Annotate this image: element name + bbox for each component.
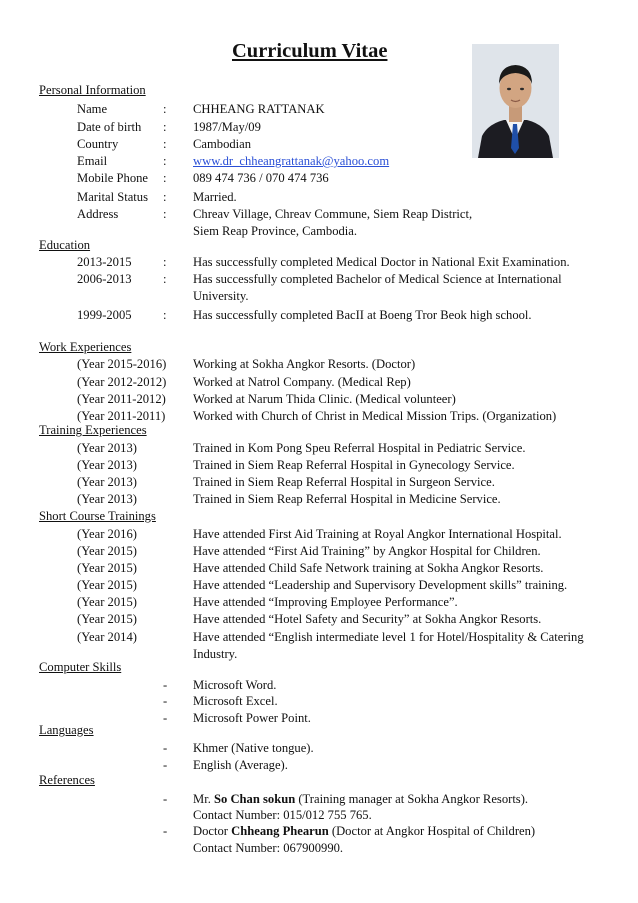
work-text: Worked at Natrol Company. (Medical Rep) xyxy=(193,375,411,389)
course-text: Have attended “Leadership and Supervisory Development skills” training. xyxy=(193,578,568,592)
section-references: References xyxy=(39,773,95,787)
course-text: Have attended “Hotel Safety and Security” at Sokha Angkor Resorts. xyxy=(193,612,542,626)
separator: : xyxy=(163,102,167,116)
language-item: Khmer (Native tongue). xyxy=(193,741,314,755)
education-year: 1999-2005 xyxy=(77,308,132,322)
document-title: Curriculum Vitae xyxy=(232,40,388,62)
course-year: (Year 2015) xyxy=(77,612,137,626)
training-text: Trained in Siem Reap Referral Hospital in Medicine Service. xyxy=(193,492,501,506)
label-name: Name xyxy=(77,102,108,116)
work-text: Worked at Narum Thida Clinic. (Medical volunteer) xyxy=(193,392,456,406)
course-text: Have attended First Aid Training at Royal Angkor International Hospital. xyxy=(193,527,562,541)
value-mobile-phone: 089 474 736 / 070 474 736 xyxy=(193,171,329,185)
separator: : xyxy=(163,272,167,286)
course-year: (Year 2016) xyxy=(77,527,137,541)
work-year: (Year 2015-2016) xyxy=(77,357,167,371)
bullet: - xyxy=(163,792,168,806)
training-text: Trained in Siem Reap Referral Hospital in Surgeon Service. xyxy=(193,475,495,489)
training-year: (Year 2013) xyxy=(77,475,137,489)
separator: : xyxy=(163,120,167,134)
value-country: Cambodian xyxy=(193,137,252,151)
separator: : xyxy=(163,255,167,269)
course-text: Have attended “Improving Employee Performance”. xyxy=(193,595,458,609)
value-name: CHHEANG RATTANAK xyxy=(193,102,325,116)
education-text: Has successfully completed Medical Doctor in National Exit Examination. xyxy=(193,255,570,269)
work-text: Working at Sokha Angkor Resorts. (Doctor) xyxy=(193,357,416,371)
skill-item: Microsoft Word. xyxy=(193,678,277,692)
work-text: Worked with Church of Christ in Medical Mission Trips. (Organization) xyxy=(193,409,557,423)
course-year: (Year 2015) xyxy=(77,561,137,575)
training-text: Trained in Kom Pong Speu Referral Hospital in Pediatric Service. xyxy=(193,441,526,455)
section-personal-information: Personal Information xyxy=(39,83,146,97)
reference-item: Mr. So Chan sokun (Training manager at Sokha Angkor Resorts). xyxy=(193,792,529,806)
bullet: - xyxy=(163,824,168,838)
language-item: English (Average). xyxy=(193,758,288,772)
course-year: (Year 2014) xyxy=(77,630,137,644)
course-text: Have attended “First Aid Training” by Angkor Hospital for Children. xyxy=(193,544,541,558)
separator: : xyxy=(163,171,167,185)
course-year: (Year 2015) xyxy=(77,544,137,558)
profile-photo xyxy=(472,44,559,158)
separator: : xyxy=(163,207,167,221)
label-marital-status: Marital Status xyxy=(77,190,149,204)
training-year: (Year 2013) xyxy=(77,441,137,455)
reference-name: So Chan sokun xyxy=(214,792,296,806)
training-text: Trained in Siem Reap Referral Hospital in Gynecology Service. xyxy=(193,458,515,472)
reference-contact: Contact Number: 015/012 755 765. xyxy=(193,808,372,822)
course-text: Have attended “English intermediate level 1 for Hotel/Hospitality & Catering xyxy=(193,630,584,644)
reference-name: Chheang Phearun xyxy=(231,824,329,838)
education-text: Has successfully completed Bachelor of Medical Science at International xyxy=(193,272,562,286)
section-languages: Languages xyxy=(39,723,94,737)
education-year: 2013-2015 xyxy=(77,255,132,269)
email-link[interactable]: www.dr_chheangrattanak@yahoo.com xyxy=(193,154,390,168)
education-year: 2006-2013 xyxy=(77,272,132,286)
section-training-experiences: Training Experiences xyxy=(39,423,147,437)
reference-contact: Contact Number: 067900990. xyxy=(193,841,344,855)
person-portrait-icon xyxy=(472,44,559,158)
separator: : xyxy=(163,308,167,322)
education-text: Has successfully completed BacII at Boeng Tror Beok high school. xyxy=(193,308,532,322)
value-address-line1: Chreav Village, Chreav Commune, Siem Reap District, xyxy=(193,207,473,221)
course-text: Have attended Child Safe Network training at Sokha Angkor Resorts. xyxy=(193,561,544,575)
skill-item: Microsoft Excel. xyxy=(193,694,278,708)
label-email: Email xyxy=(77,154,108,168)
separator: : xyxy=(163,137,167,151)
label-address: Address xyxy=(77,207,119,221)
label-date-of-birth: Date of birth xyxy=(77,120,142,134)
bullet: - xyxy=(163,711,168,725)
bullet: - xyxy=(163,678,168,692)
section-short-course-trainings: Short Course Trainings xyxy=(39,509,156,523)
bullet: - xyxy=(163,741,168,755)
training-year: (Year 2013) xyxy=(77,492,137,506)
section-computer-skills: Computer Skills xyxy=(39,660,122,674)
course-year: (Year 2015) xyxy=(77,578,137,592)
skill-item: Microsoft Power Point. xyxy=(193,711,311,725)
separator: : xyxy=(163,154,167,168)
work-year: (Year 2011-2012) xyxy=(77,392,166,406)
label-mobile-phone: Mobile Phone xyxy=(77,171,149,185)
training-year: (Year 2013) xyxy=(77,458,137,472)
course-year: (Year 2015) xyxy=(77,595,137,609)
course-text-continued: Industry. xyxy=(193,647,238,661)
work-year: (Year 2011-2011) xyxy=(77,409,166,423)
education-text-continued: University. xyxy=(193,289,249,303)
work-year: (Year 2012-2012) xyxy=(77,375,167,389)
reference-item: Doctor Chheang Phearun (Doctor at Angkor Hospital of Children) xyxy=(193,824,536,838)
section-work-experiences: Work Experiences xyxy=(39,340,132,354)
bullet: - xyxy=(163,758,168,772)
value-date-of-birth: 1987/May/09 xyxy=(193,120,261,134)
value-address-line2: Siem Reap Province, Cambodia. xyxy=(193,224,358,238)
bullet: - xyxy=(163,694,168,708)
section-education: Education xyxy=(39,238,91,252)
label-country: Country xyxy=(77,137,119,151)
value-marital-status: Married. xyxy=(193,190,237,204)
separator: : xyxy=(163,190,167,204)
